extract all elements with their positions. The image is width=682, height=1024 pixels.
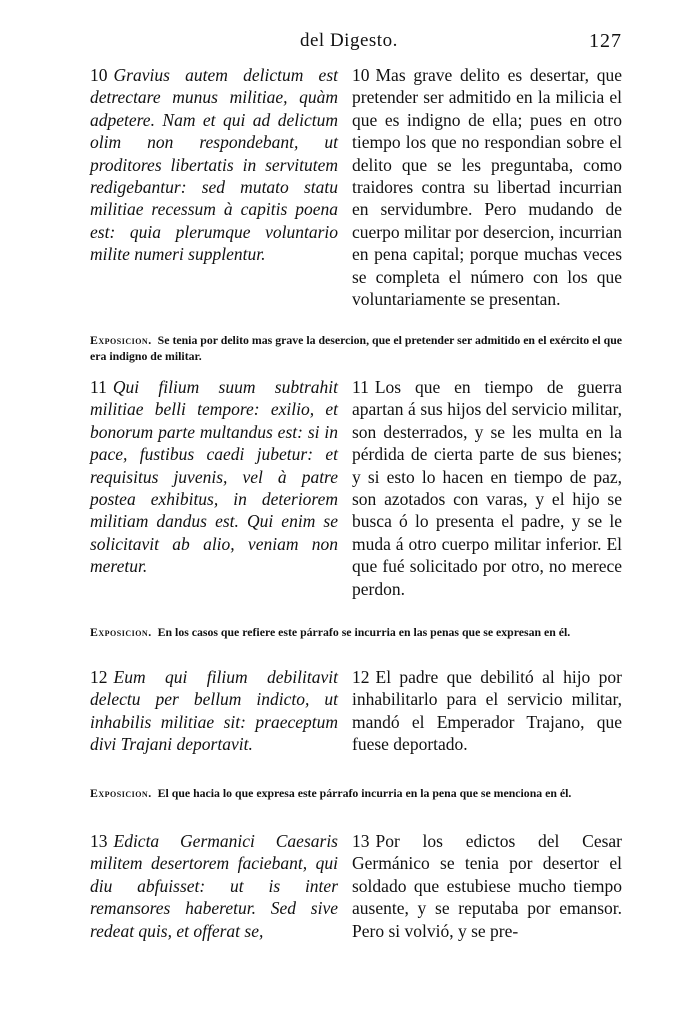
exposicion-note [90, 785, 622, 801]
latin-text: 13 Edicta Germanici Caesaris militem desertorem faciebant, qui diu abfuisset: ut is inter remansores haberetur. Sed sive redeat quis, et offerat se, [90, 831, 338, 941]
exposicion-text: En los casos que refiere este párrafo se incurria en las penas que se expresan en él. [157, 625, 571, 639]
exposicion-label: Exposicion. [90, 786, 152, 800]
page-number: 127 [589, 30, 622, 52]
exposicion-text: Se tenia por delito mas grave la desercion, que el pretender ser admitido en el exército el que era indigno de militar. [90, 333, 622, 363]
section-13 [90, 830, 622, 942]
running-title: del Digesto. [300, 30, 398, 51]
section-12 [90, 666, 622, 756]
latin-text: 10 Gravius autem delictum est detrectare munus militiae, quàm adpetere. Nam et qui ad delictum olim non respondebant, ut proditores libertatis in servitutem redigebantur: sed mutato statu militiae recessum à capitis poena est: quia plerumque voluntario milite numeri supplentur. [90, 65, 338, 265]
exposicion-note [90, 624, 622, 640]
exposicion-text: El que hacia lo que expresa este párrafo incurria en la pena que se menciona en él. [157, 786, 572, 800]
page-header [0, 30, 682, 56]
spanish-text: 13 Por los edictos del Cesar Germánico se tenia por desertor el soldado que estubiese mucho tiempo ausente, y se reputaba por emansor. Pero si volvió, y se pre- [352, 831, 622, 941]
exposicion-label: Exposicion. [90, 333, 152, 347]
section-11 [90, 376, 622, 600]
exposicion-label: Exposicion. [90, 625, 152, 639]
spanish-text: 12 El padre que debilitó al hijo por inhabilitarlo para el servicio militar, mandó el Emperador Trajano, que fuese deportado. [352, 667, 622, 755]
latin-text: 12 Eum qui filium debilitavit delectu per bellum indicto, ut inhabilis militiae sit: praeceptum divi Trajani deportavit. [90, 667, 338, 755]
exposicion-note [90, 332, 622, 364]
latin-text: 11 Qui filium suum subtrahit militiae belli tempore: exilio, et bonorum parte multandus est: si in pace, fustibus caedi jubetur: et requisitus juvenis, vel à patre postea exhibitus, in deteriorem militiam dandus est. Qui enim se solicitavit ab alio, veniam non meretur. [90, 377, 338, 577]
spanish-text: 10 Mas grave delito es desertar, que pretender ser admitido en la milicia el que es indigno de ella; pues en otro tiempo los que no respondian sobre el delito que se les preguntaba, como traidores contra su libertad incurrian en servidumbre. Pero mudando de cuerpo militar por desercion, incurrian en pena capital; porque muchas veces se completa el número con los que voluntariamente se presentan. [352, 65, 622, 310]
spanish-text: 11 Los que en tiempo de guerra apartan á sus hijos del servicio militar, son desterrados, y se les multa en la pérdida de cierta parte de sus bienes; y si esto lo hacen en tiempo de paz, son azotados con varas, y el hijo se busca ó lo presenta el padre, y se le muda á otro cuerpo militar inferior. El que fué solicitado por otro, no merece perdon. [352, 377, 622, 599]
section-10 [90, 64, 622, 310]
